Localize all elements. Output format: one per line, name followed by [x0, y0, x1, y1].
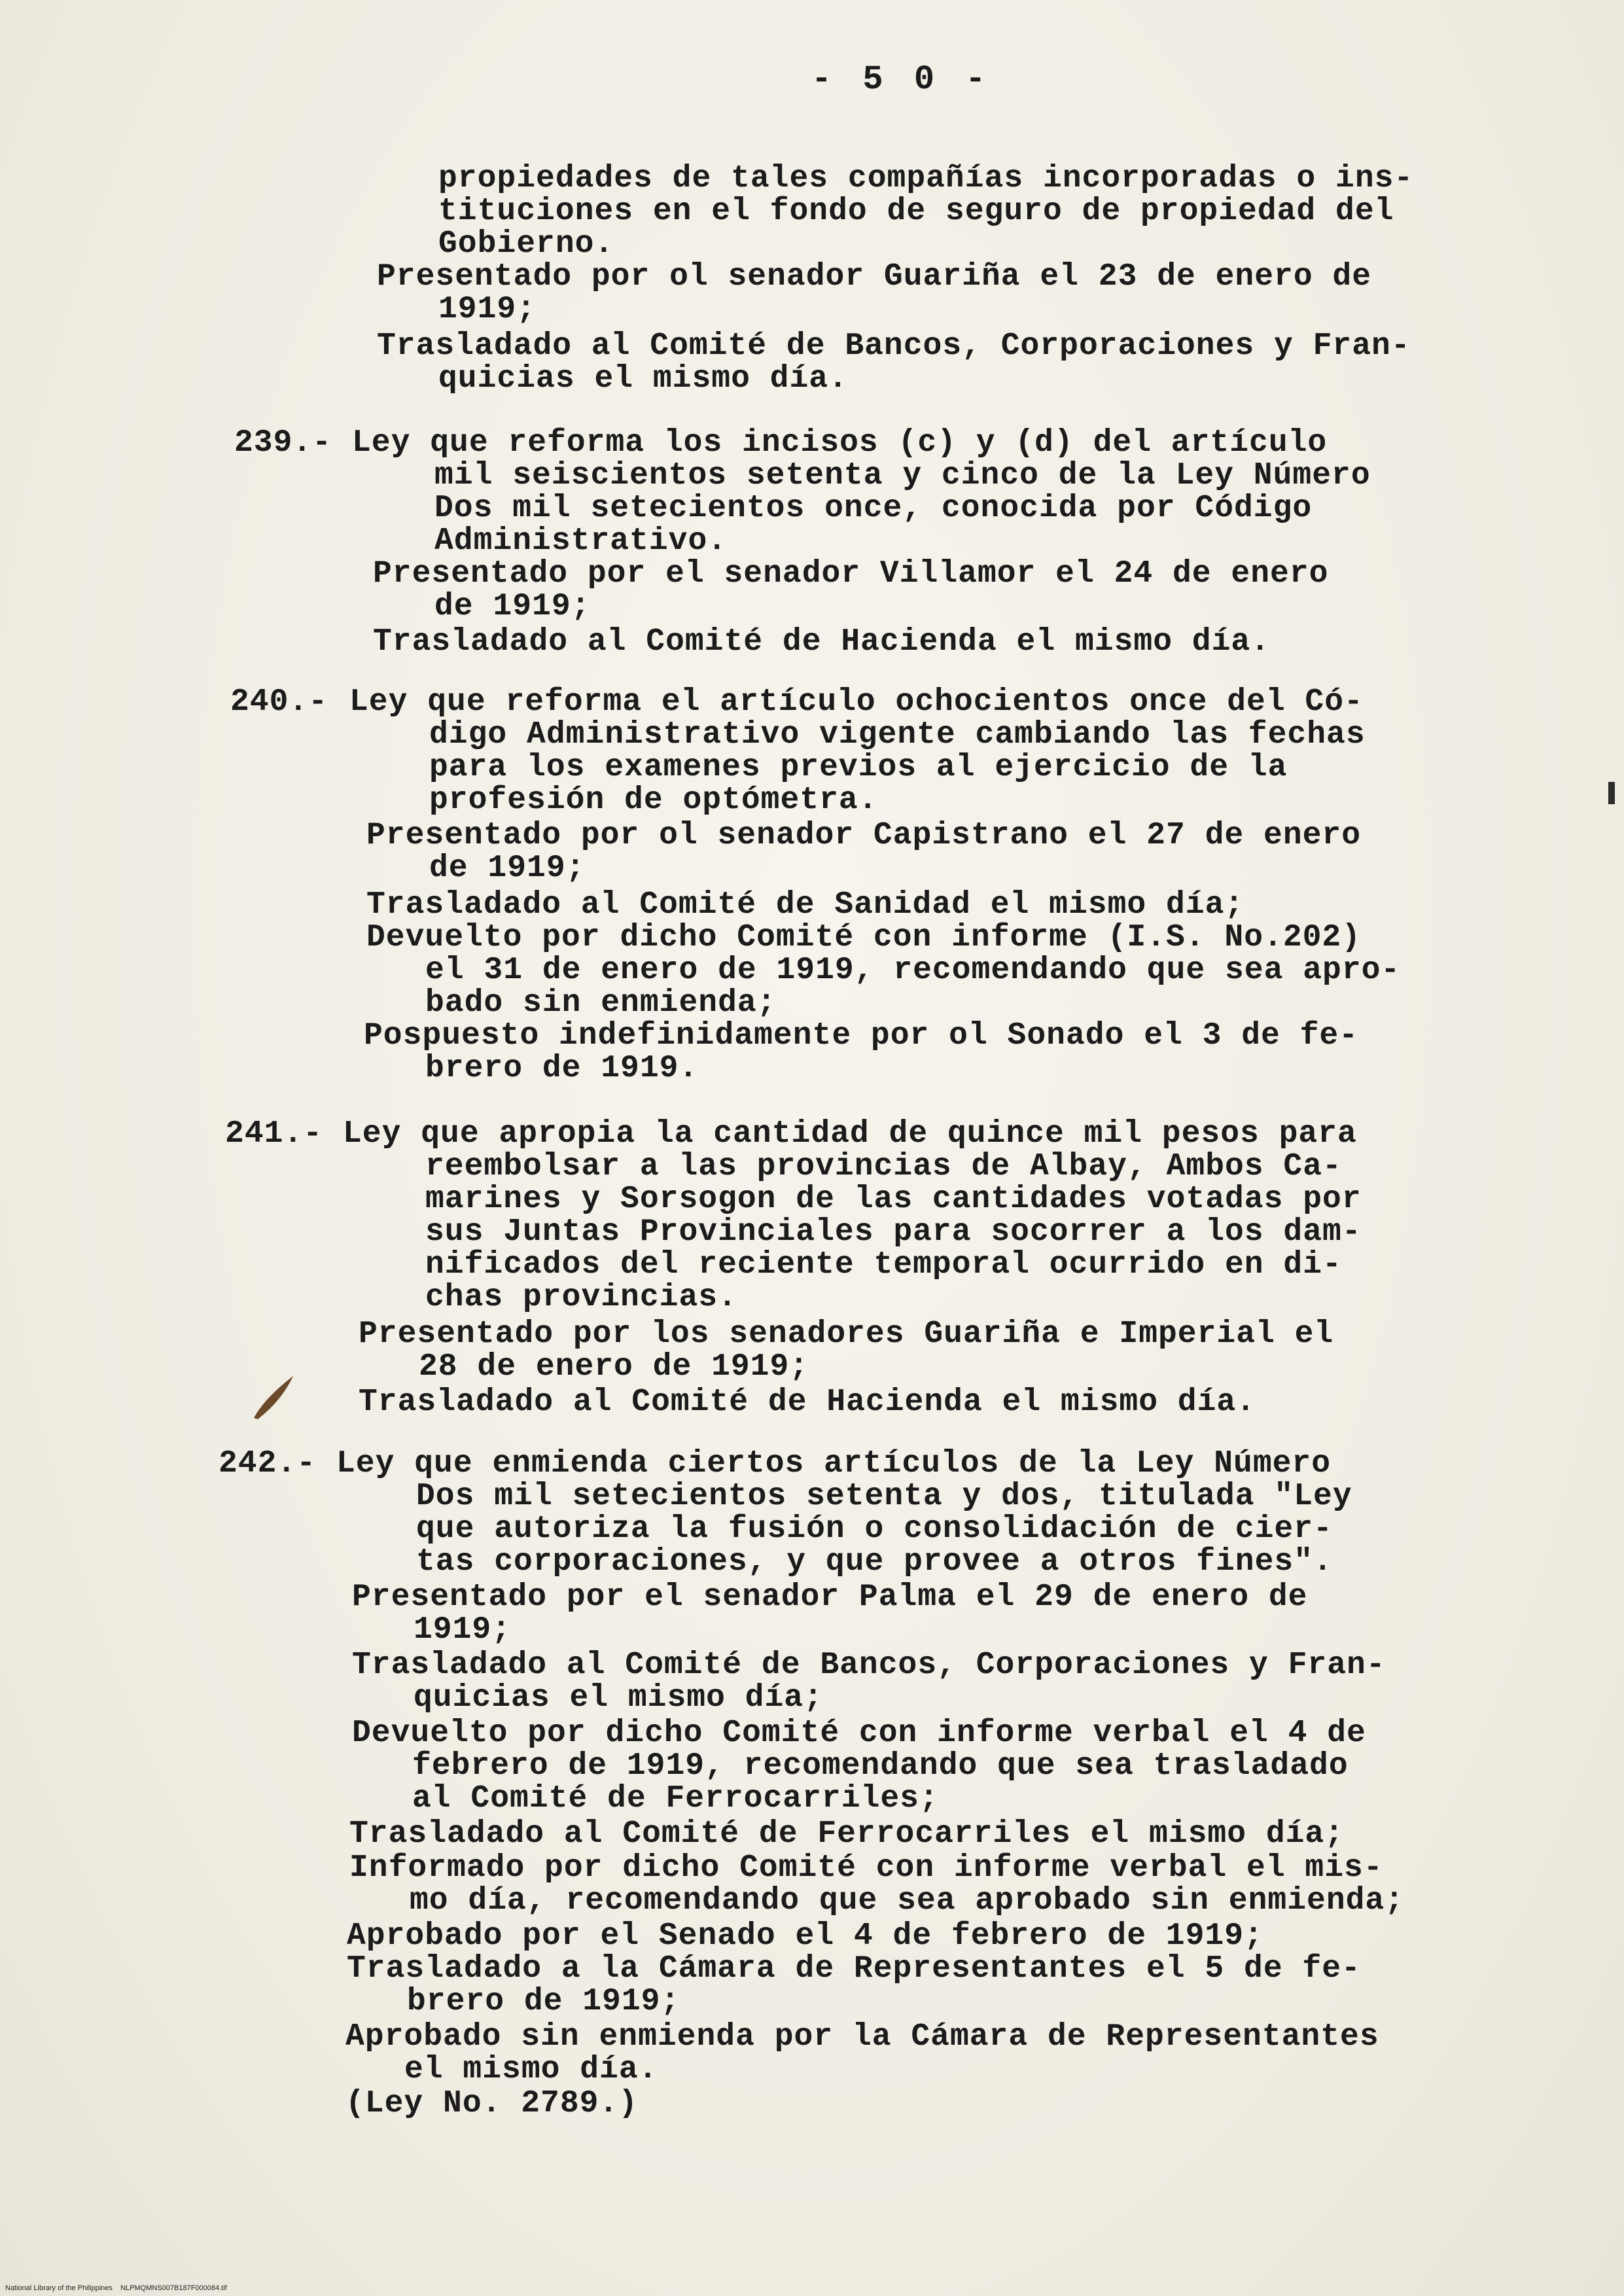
entry-text-line: Ley que enmienda ciertos artículos de la Ley Número: [336, 1446, 1332, 1481]
action-line: 1919;: [438, 292, 537, 327]
entry-number: 242.-: [219, 1446, 317, 1481]
entry-text-line: Dos mil setecientos once, conocida por Código: [434, 491, 1313, 526]
action-line: Trasladado al Comité de Ferrocarriles el mismo día;: [349, 1816, 1345, 1852]
entry-number: 241.-: [225, 1116, 323, 1152]
action-line: Devuelto por dicho Comité con informe (I.S. No.202): [366, 920, 1362, 955]
page-number: - 5 0 -: [811, 60, 991, 99]
entry-text-line: que autoriza la fusión o consolidación de cier-: [416, 1511, 1333, 1547]
action-line: quicias el mismo día;: [414, 1680, 823, 1716]
entry-text-line: mil seiscientos setenta y cinco de la Ley Número: [434, 458, 1371, 493]
action-line: Trasladado al Comité de Hacienda el mismo día.: [373, 624, 1271, 660]
action-line: Presentado por ol senador Capistrano el 27 de enero: [366, 818, 1362, 853]
action-line: Trasladado a la Cámara de Representantes el 5 de fe-: [347, 1951, 1361, 1987]
entry-text-line: Gobierno.: [438, 226, 614, 262]
action-line: brero de 1919.: [425, 1051, 699, 1086]
entry-text-line: tas corporaciones, y que provee a otros fines".: [416, 1544, 1333, 1580]
entry-number: 239.-: [234, 425, 332, 461]
entry-text-line: Ley que apropia la cantidad de quince mil pesos para: [343, 1116, 1357, 1152]
entry-text-line: Ley que reforma los incisos (c) y (d) del artículo: [352, 425, 1328, 461]
action-line: de 1919;: [429, 851, 586, 886]
edge-mark: [1608, 782, 1615, 804]
action-line: Presentado por los senadores Guariña e Imperial el: [359, 1316, 1334, 1352]
action-line: el mismo día.: [404, 2052, 658, 2087]
entry-text-line: nificados del reciente temporal ocurrido en di-: [425, 1247, 1342, 1282]
action-line: quicias el mismo día.: [438, 361, 848, 397]
action-line: Aprobado por el Senado el 4 de febrero de 1919;: [347, 1918, 1263, 1954]
action-line: mo día, recomendando que sea aprobado sin enmienda;: [410, 1883, 1405, 1918]
action-line: Aprobado sin enmienda por la Cámara de Representantes: [345, 2019, 1379, 2055]
entry-text-line: profesión de optómetra.: [429, 783, 878, 818]
action-line: Informado por dicho Comité con informe verbal el mis-: [349, 1850, 1383, 1886]
entry-text-line: digo Administrativo vigente cambiando las fechas: [429, 717, 1366, 752]
action-line: Devuelto por dicho Comité con informe verbal el 4 de: [352, 1716, 1366, 1751]
action-line: (Ley No. 2789.): [345, 2086, 639, 2121]
entry-text-line: sus Juntas Provinciales para socorrer a los dam-: [425, 1214, 1362, 1250]
entry-text-line: chas provincias.: [425, 1280, 737, 1315]
entry-text-line: propiedades de tales compañías incorporadas o ins-: [438, 161, 1414, 196]
entry-text-line: Ley que reforma el artículo ochocientos once del Có-: [349, 684, 1364, 720]
action-line: el 31 de enero de 1919, recomendando que sea apro-: [425, 953, 1401, 988]
action-line: Trasladado al Comité de Hacienda el mismo día.: [359, 1385, 1256, 1420]
action-line: bado sin enmienda;: [425, 985, 777, 1021]
action-line: Presentado por el senador Palma el 29 de enero de: [352, 1580, 1308, 1615]
ink-stain: [249, 1371, 301, 1423]
footer-caption: National Library of the Philippines NLPMQMNS007B187F000084.tif: [5, 2284, 227, 2292]
action-line: de 1919;: [434, 589, 591, 624]
action-line: Trasladado al Comité de Sanidad el mismo día;: [366, 887, 1244, 923]
action-line: brero de 1919;: [407, 1984, 680, 2019]
action-line: Presentado por el senador Villamor el 24 de enero: [373, 556, 1329, 592]
entry-text-line: para los examenes previos al ejercicio de la: [429, 750, 1288, 785]
entry-text-line: marines y Sorsogon de las cantidades votadas por: [425, 1182, 1362, 1217]
entry-text-line: Administrativo.: [434, 523, 728, 559]
action-line: 1919;: [414, 1612, 512, 1648]
entry-number: 240.-: [230, 684, 328, 720]
action-line: Presentado por ol senador Guariña el 23 de enero de: [377, 259, 1372, 294]
action-line: Trasladado al Comité de Bancos, Corporaciones y Fran-: [377, 328, 1411, 364]
action-line: al Comité de Ferrocarriles;: [412, 1781, 939, 1816]
entry-text-line: reembolsar a las provincias de Albay, Ambos Ca-: [425, 1149, 1342, 1184]
action-line: 28 de enero de 1919;: [419, 1349, 809, 1385]
action-line: Trasladado al Comité de Bancos, Corporaciones y Fran-: [352, 1648, 1386, 1683]
entry-text-line: tituciones en el fondo de seguro de propiedad del: [438, 194, 1394, 229]
action-line: Pospuesto indefinidamente por ol Sonado el 3 de fe-: [364, 1018, 1359, 1053]
entry-text-line: Dos mil setecientos setenta y dos, titulada "Ley: [416, 1479, 1352, 1514]
action-line: febrero de 1919, recomendando que sea trasladado: [412, 1748, 1349, 1784]
